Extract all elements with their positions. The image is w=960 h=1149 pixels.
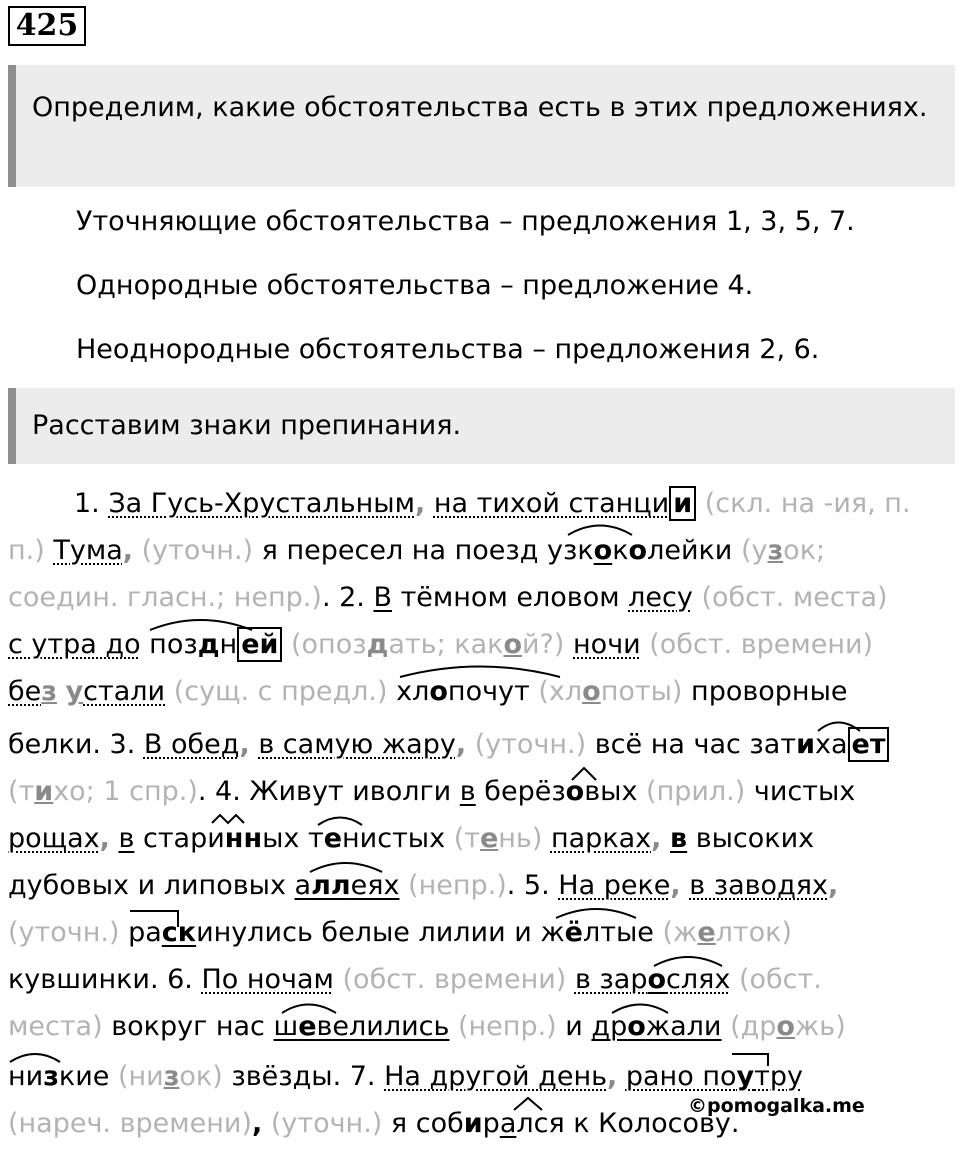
fragment: поз (140, 629, 198, 660)
info-line-1: Уточняющие обстоятельства – предложения 1, 3, 5, 7. (76, 206, 855, 237)
fragment: кувшинки. 6. (8, 964, 202, 995)
vowel: е (323, 823, 343, 854)
note: (обст. места) (692, 582, 888, 613)
note: (непр.) (399, 870, 507, 901)
comma: , (607, 1061, 618, 1092)
fragment: звёзды. 7. (222, 1061, 385, 1092)
note-letter: з (163, 1061, 180, 1092)
note-letter: о (776, 1011, 795, 1042)
prefix-mark (732, 1054, 768, 1066)
suffix-mark (514, 1098, 542, 1110)
note: (уточн.) (466, 729, 587, 760)
fragment: к (612, 535, 629, 566)
adverbial: По ночам (201, 964, 334, 995)
ending-box: ет (848, 727, 890, 762)
fragment: лейки (647, 535, 733, 566)
root-arc (400, 667, 560, 678)
note: (уточн.) (8, 917, 120, 948)
note: (обст. времени) (333, 964, 567, 995)
fragment: дубовых и липовых (8, 870, 295, 901)
fragment: др (591, 1011, 628, 1042)
fragment: . 2. (321, 582, 374, 613)
vowel: о (647, 964, 667, 995)
comma: , (239, 729, 250, 760)
info-line-3: Неоднородные обстоятельства – предложения 2, 6. (76, 334, 820, 365)
comma: , (251, 1108, 263, 1139)
comma: , (670, 870, 681, 901)
consonant: ск (161, 917, 197, 948)
fragment: велились (316, 1011, 450, 1042)
comma: , (99, 823, 110, 854)
note: (т (445, 823, 480, 854)
fragment: лтые (582, 917, 654, 948)
vowel: о (565, 776, 585, 807)
adverbial: За Гусь-Хрустальным (108, 488, 415, 519)
watermark: ©pomogalka.me (688, 1095, 865, 1117)
vowel: о (593, 535, 613, 566)
adverbial: тру (754, 1061, 803, 1092)
note-letter: о (582, 676, 601, 707)
note: (нареч. времени) (8, 1108, 252, 1139)
note: (обст. времени) (640, 629, 874, 660)
note: жь) (794, 1011, 846, 1042)
vowel: ё (564, 917, 583, 948)
preposition: В (373, 582, 392, 613)
note: (уточн.) (262, 1108, 383, 1139)
adverbial: в зар (574, 964, 648, 995)
info-line-2: Однородные обстоятельства – предложение 4. (76, 270, 754, 301)
note: (ни (109, 1061, 164, 1092)
prefix-mark (130, 911, 178, 927)
adverbial: В обед (143, 729, 240, 760)
root-arc (568, 526, 632, 536)
adverbial: парках (550, 823, 652, 854)
fragment: . 5. (506, 870, 559, 901)
root-arc (654, 957, 722, 966)
note: места) (8, 1011, 103, 1042)
note-letter: е (479, 823, 499, 854)
note-letter: и (34, 776, 54, 807)
note: (обст. (730, 964, 822, 995)
note: (прил.) (637, 776, 746, 807)
vowel: и (796, 729, 815, 760)
note: (опоз (282, 629, 367, 660)
suffix-mark (212, 815, 244, 823)
root-arc (150, 620, 252, 630)
note-letter: д (366, 629, 389, 660)
comma: , (651, 823, 662, 854)
vowel: а (294, 870, 312, 901)
vowel: о (628, 535, 648, 566)
vowel: о (429, 676, 448, 707)
adverbial: Тума (53, 535, 123, 566)
fragment: ни (8, 1061, 44, 1092)
double-consonant: нн (224, 823, 263, 854)
fragment: еях (350, 870, 400, 901)
fragment: ра (119, 917, 162, 948)
fragment: высоких (687, 823, 815, 854)
fragment: н (219, 629, 238, 660)
note: хо; 1 спр.) (53, 776, 198, 807)
prefix-letter: з (41, 676, 57, 707)
fragment: лся к Колосову. (516, 1108, 740, 1139)
fragment: инулись белые лилии и ж (196, 917, 565, 948)
fragment: кие (58, 1061, 110, 1092)
fragment: тёмном еловом (391, 582, 629, 613)
vowel: е (298, 1011, 317, 1042)
consonant: д (197, 629, 220, 660)
fragment: я соб (382, 1108, 464, 1139)
vowel: о (627, 1011, 646, 1042)
vowel: и (463, 1108, 483, 1139)
fragment: проворные (682, 676, 848, 707)
fragment: хл (387, 676, 430, 707)
adverbial: стали (83, 676, 166, 707)
adverbial: На другой день (384, 1061, 608, 1092)
note: (у (732, 535, 768, 566)
fragment: нистых (342, 823, 446, 854)
comma: , (455, 729, 467, 760)
adverbial: с утра до (8, 629, 141, 660)
instruction-text-1: Определим, какие обстоятельства есть в этих предложениях. (32, 92, 928, 123)
root-arc (10, 1054, 60, 1062)
preposition: в (670, 823, 688, 854)
fragment: р (482, 1108, 500, 1139)
note: (т (8, 776, 35, 807)
ending-box: ей (237, 627, 282, 662)
root-arc (556, 909, 636, 918)
adverbial: бе (8, 676, 42, 707)
note: й?) (522, 629, 565, 660)
fragment: всё на час зат (586, 729, 797, 760)
fragment: стари (134, 823, 225, 854)
suffix-mark (572, 768, 596, 780)
fragment: ш (273, 1011, 299, 1042)
comma: , (122, 535, 134, 566)
fragment: жали (645, 1011, 722, 1042)
root-arc (282, 1005, 336, 1014)
note: соедин. гласн.; непр.) (8, 582, 322, 613)
double-consonant: лл (311, 870, 351, 901)
root-arc (818, 723, 860, 732)
adverbial: слях (666, 964, 731, 995)
adverbial: рощах (8, 823, 100, 854)
fragment: 1. (74, 488, 109, 519)
preposition: в (459, 776, 476, 807)
note: ок) (179, 1061, 223, 1092)
note-letter: з (767, 535, 784, 566)
note: (скл. на -ия, п. (696, 488, 911, 519)
adverbial: ночи (573, 629, 641, 660)
root-arc (612, 1005, 668, 1014)
fragment: ых т (262, 823, 324, 854)
ending-box: и (669, 486, 696, 521)
fragment: почут (447, 676, 530, 707)
note-letter: о (503, 629, 522, 660)
note: ок; (783, 535, 826, 566)
fragment: ха (814, 729, 848, 760)
preposition: в (118, 823, 135, 854)
instruction-text-2: Расставим знаки препинания. (32, 410, 462, 441)
adverbial: лесу (628, 582, 693, 613)
note: нь) (498, 823, 543, 854)
adverbial: На реке (558, 870, 671, 901)
vowel: а (499, 1108, 517, 1139)
task-number: 425 (8, 6, 86, 46)
note: (уточн.) (133, 535, 254, 566)
fragment: и (556, 1011, 592, 1042)
adverbial: в заводях (689, 870, 828, 901)
note: поты) (600, 676, 683, 707)
adverbial: в самую жару (258, 729, 456, 760)
fragment: . 4. Живут иволги (197, 776, 460, 807)
note: (непр.) (449, 1011, 557, 1042)
fragment: я пересел на поезд узк (253, 535, 594, 566)
note: (ж (653, 917, 698, 948)
prefix-letter: у (65, 676, 84, 707)
fragment: вых (584, 776, 638, 807)
note: ать; как (388, 629, 504, 660)
fragment: вокруг нас (102, 1011, 274, 1042)
note-letter: е (697, 917, 716, 948)
adverbial: рано по (625, 1061, 737, 1092)
note: (хл (529, 676, 583, 707)
note: (др (721, 1011, 777, 1042)
root-arc (318, 818, 362, 826)
root-arc (310, 863, 382, 872)
vowel: у (736, 1061, 755, 1092)
adverbial: на тихой станци (433, 488, 670, 519)
consonant: з (43, 1061, 59, 1092)
note: п.) (8, 535, 54, 566)
fragment: берёз (475, 776, 566, 807)
note: лток) (715, 917, 793, 948)
fragment: чистых (745, 776, 856, 807)
note: (сущ. с предл.) (165, 676, 388, 707)
comma: , (414, 488, 426, 519)
comma: , (827, 870, 839, 901)
fragment: белки. 3. (8, 729, 144, 760)
